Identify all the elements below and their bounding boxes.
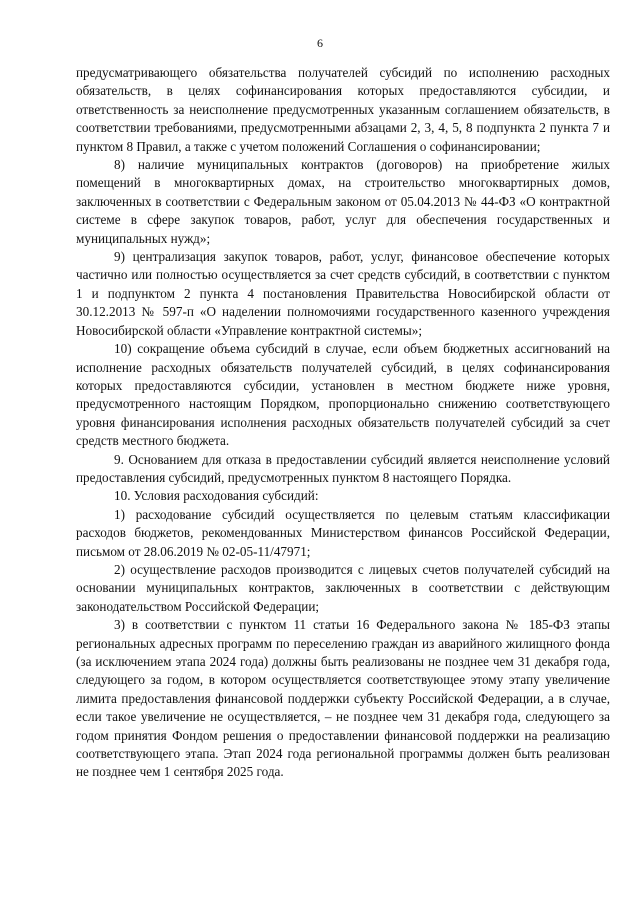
paragraph-condition-3: 3) в соответствии с пунктом 11 статьи 16 Федерального закона № 185-ФЗ этапы региональных адресных программ по переселению граждан из аварийного жилищного фонда (за исключением этапа 2024 года) должны быть реализованы не позднее чем 31 декабря года, следующего за годом, в котором осуществляется соответствующее этому этапу увеличение лимита предоставления финансовой поддержки субъекту Российской Федерации, а в случае, если такое увеличение не осуществляется, – не позднее чем 31 декабря года, следующего за годом принятия Фондом решения о предоставлении финансовой поддержки на реализацию соответствующего этапа. Этап 2024 года региональной программы должен быть реализован не позднее чем 1 сентября 2025 года. (76, 617, 610, 780)
page-number: 6 (317, 36, 323, 50)
paragraph-item-10: 10) сокращение объема субсидий в случае, если объем бюджетных ассигнований на исполнение расходных обязательств получателей субсидий, в целях софинансирования которых предоставляются субсидии, установлен в местном бюджете ниже уровня, предусмотренного настоящим Порядком, пропорционально снижению соответствующего уровня финансирования исполнения расходных обязательств получателей субсидий за счет средств местного бюджета. (76, 341, 610, 449)
paragraph-item-8: 8) наличие муниципальных контрактов (договоров) на приобретение жилых помещений в многоквартирных домах, на строительство многоквартирных домов, заключенных в соответствии с Федеральным законом от 05.04.2013 № 44-ФЗ «О контрактной системе в сфере закупок товаров, работ, услуг для обеспечения государственных и муниципальных нужд»; (76, 157, 610, 246)
paragraph-condition-1: 1) расходование субсидий осуществляется по целевым статьям классификации расходов бюджетов, рекомендованных Министерством финансов Российской Федерации, письмом от 28.06.2019 № 02-05-11/47971; (76, 506, 610, 559)
paragraph-condition-2: 2) осуществление расходов производится с лицевых счетов получателей субсидий на основании муниципальных контрактов, заключенных в соответствии с действующим законодательством Российской Федерации; (76, 561, 610, 614)
paragraph-clause-10-heading: 10. Условия расходования субсидий: (114, 488, 319, 504)
document-body (76, 64, 610, 782)
paragraph-clause-9: 9. Основанием для отказа в предоставлении субсидий является неисполнение условий предоставления субсидий, предусмотренных пунктом 8 настоящего Порядка. (76, 451, 610, 485)
paragraph-item-9: 9) централизация закупок товаров, работ, услуг, финансовое обеспечение которых частично или полностью осуществляется за счет средств субсидий, в соответствии с пунктом 1 и подпунктом 2 пункта 4 постановления Правительства Новосибирской области от 30.12.2013 № 597-п «О наделении полномочиями государственного казенного учреждения Новосибирской области «Управление контрактной системы»; (76, 249, 610, 338)
paragraph-continuation: предусматривающего обязательства получателей субсидий по исполнению расходных обязательств, в целях софинансирования которых предоставляются субсидии, и ответственность за неисполнение предусмотренных указанным соглашением обязательств, в соответствии требованиями, предусмотренными абзацами 2, 3, 4, 5, 8 подпункта 2 пункта 7 и пунктом 8 Правил, а также с учетом положений Соглашения о софинансировании; (76, 65, 610, 154)
